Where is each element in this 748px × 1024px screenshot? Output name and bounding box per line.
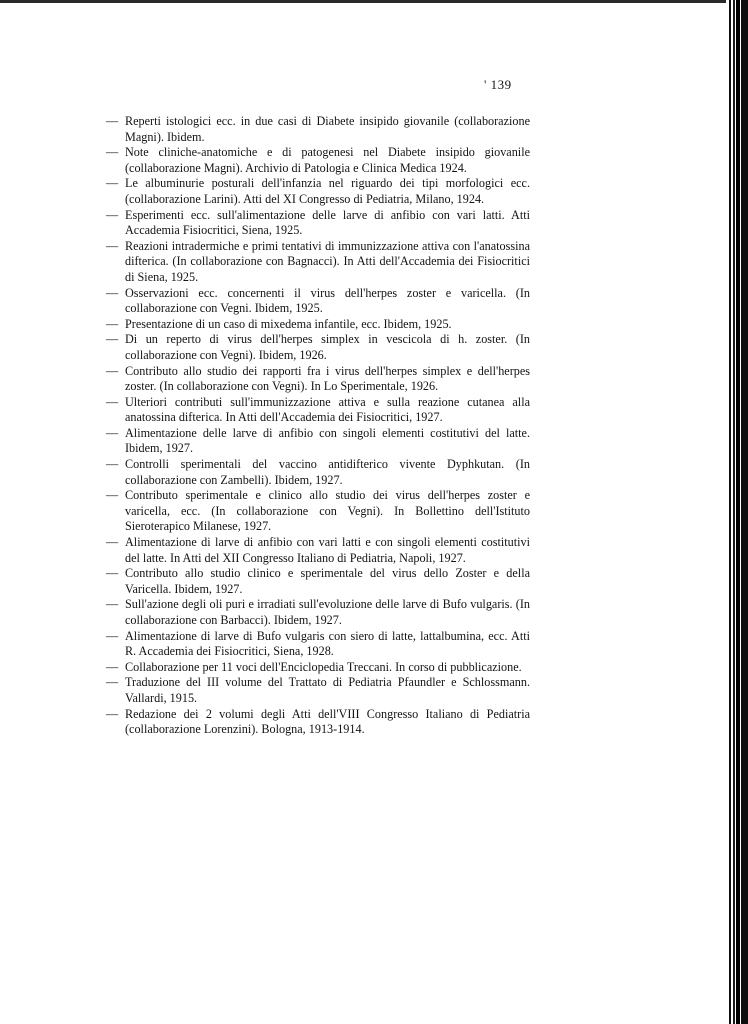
bibliography-entry (106, 364, 530, 395)
entry-text: Le albuminurie posturali dell'infanzia nel riguardo dei tipi morfologici ecc. (collaborazione Larini). Atti del XI Congresso di Pediatria, Milano, 1924. (125, 176, 530, 206)
bibliography-entry (106, 208, 530, 239)
bibliography-entry (106, 426, 530, 457)
entry-text: Osservazioni ecc. concernenti il virus dell'herpes zoster e varicella. (In collaborazione con Vegni. Ibidem, 1925. (125, 285, 530, 316)
entry-dash: — (106, 628, 119, 643)
entry-text: Ulteriori contributi sull'immunizzazione attiva e sulla reazione cutanea alla anatossina difterica. In Atti dell'Accademia dei Fisiocritici, 1927. (125, 394, 530, 425)
entry-text: Alimentazione delle larve di anfibio con singoli elementi costitutivi del latte. Ibidem, 1927. (125, 425, 530, 456)
entry-text: Collaborazione per 11 voci dell'Enciclopedia Treccani. In corso di pubblicazione. (125, 659, 522, 674)
bibliography-entry (106, 395, 530, 426)
entry-text: Alimentazione di larve di Bufo vulgaris con siero di latte, lattalbumina, ecc. Atti R. Accademia dei Fisiocritici, Siena, 1928. (125, 628, 530, 659)
bibliography-entry (106, 629, 530, 660)
entry-text: Di un reperto di virus dell'herpes simplex in vescicola di h. zoster. (In collaborazione con Vegni). Ibidem, 1926. (125, 332, 530, 362)
entry-text: Redazione dei 2 volumi degli Atti dell'VIII Congresso Italiano di Pediatria (collaborazione Lorenzini). Bologna, 1913-1914. (125, 706, 530, 737)
entry-text: Note cliniche-anatomiche e di patogenesi nel Diabete insipido giovanile (collaborazione Magni). Archivio di Patologia e Clinica Medica 1924. (125, 145, 530, 175)
entry-dash: — (106, 176, 119, 191)
entry-dash: — (106, 145, 119, 160)
entry-dash: — (106, 332, 119, 347)
entry-dash: — (106, 394, 119, 409)
entry-text: Contributo sperimentale e clinico allo studio dei virus dell'herpes zoster e varicella, ecc. (In collaborazione con Vegni). In Bollettino dell'Istituto Sieroterapico Milanese, 1927. (125, 488, 530, 534)
entry-text: Contributo allo studio clinico e sperimentale del virus dello Zoster e della Varicella. Ibidem, 1927. (125, 566, 530, 596)
bibliography-list (106, 114, 530, 738)
entry-text: Reperti istologici ecc. in due casi di Diabete insipido giovanile (collaborazione Magni). Ibidem. (125, 114, 530, 144)
bibliography-entry (106, 239, 530, 286)
entry-dash: — (106, 535, 119, 550)
entry-dash: — (106, 114, 119, 128)
entry-text: Esperimenti ecc. sull'alimentazione delle larve di anfibio con vari latti. Atti Accademia Fisiocritici, Siena, 1925. (125, 207, 530, 238)
entry-dash: — (106, 207, 119, 222)
bibliography-entry (106, 114, 530, 145)
bibliography-entry (106, 488, 530, 535)
bibliography-entry (106, 457, 530, 488)
entry-text: Sull'azione degli oli puri e irradiati sull'evoluzione delle larve di Bufo vulgaris. (In collaborazione con Barbacci). Ibidem, 1927. (125, 597, 530, 627)
page-number: ' 139 (484, 77, 512, 92)
bibliography-entry (106, 286, 530, 317)
entry-text: Controlli sperimentali del vaccino antidifterico vivente Dyphkutan. (In collaborazione con Zambelli). Ibidem, 1927. (125, 457, 530, 487)
scan-binding-edge (726, 0, 748, 1024)
scan-top-edge (0, 0, 748, 3)
entry-dash: — (106, 675, 119, 690)
entry-dash: — (106, 363, 119, 378)
bibliography-entry (106, 597, 530, 628)
entry-text: Contributo allo studio dei rapporti fra i virus dell'herpes simplex e dell'herpes zoster. (In collaborazione con Vegni). In Lo Sperimentale, 1926. (125, 363, 530, 394)
entry-dash: — (106, 566, 119, 581)
entry-dash: — (106, 316, 119, 331)
entry-text: Traduzione del III volume del Trattato di Pediatria Pfaundler e Schlossmann. Vallardi, 1915. (125, 675, 530, 705)
entry-dash: — (106, 488, 119, 503)
entry-text: Reazioni intradermiche e primi tentativi di immunizzazione attiva con l'anatossina difterica. (In collaborazione con Bagnacci). In Atti dell'Accademia dei Fisiocritici di Siena, 1925. (125, 238, 530, 284)
entry-dash: — (106, 597, 119, 612)
entry-dash: — (106, 425, 119, 440)
entry-dash: — (106, 659, 119, 674)
entry-text: Presentazione di un caso di mixedema infantile, ecc. Ibidem, 1925. (125, 316, 452, 331)
bibliography-entry (106, 675, 530, 706)
bibliography-entry (106, 176, 530, 207)
bibliography-entry (106, 145, 530, 176)
bibliography-entry (106, 660, 530, 676)
bibliography-entry (106, 332, 530, 363)
bibliography-entry (106, 707, 530, 738)
entry-dash: — (106, 285, 119, 300)
bibliography-entry (106, 535, 530, 566)
entry-text: Alimentazione di larve di anfibio con vari latti e con singoli elementi costitutivi del latte. In Atti del XII Congresso Italiano di Pediatria, Napoli, 1927. (125, 535, 530, 565)
entry-dash: — (106, 706, 119, 721)
bibliography-entry (106, 317, 530, 333)
bibliography-entry (106, 566, 530, 597)
entry-dash: — (106, 457, 119, 472)
entry-dash: — (106, 238, 119, 253)
